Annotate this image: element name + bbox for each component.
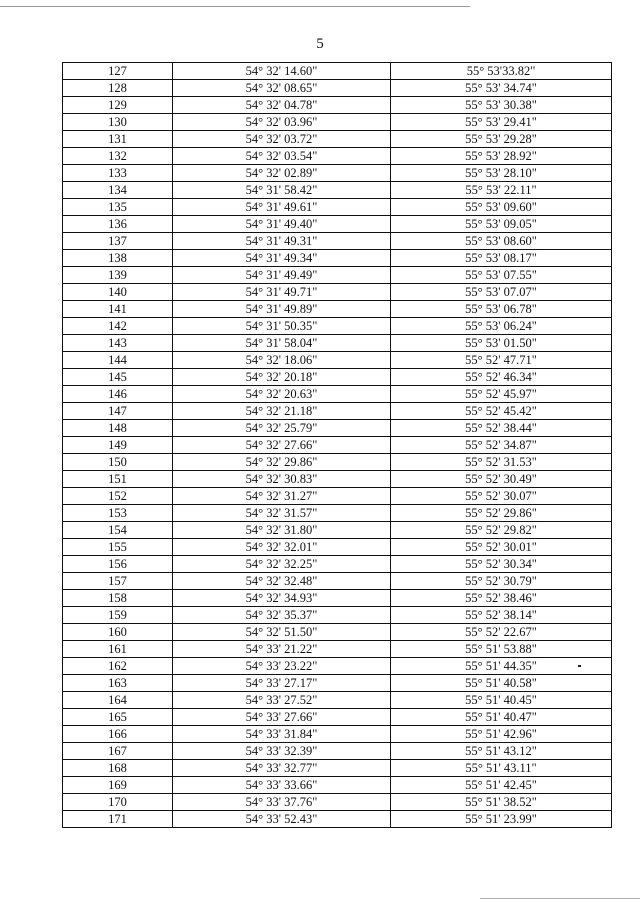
latitude-cell: 54° 33' 27.52": [173, 692, 391, 709]
table-row: [63, 97, 612, 114]
longitude-cell: 55° 51' 38.52": [391, 794, 612, 811]
longitude-cell: 55° 53' 06.24": [391, 318, 612, 335]
latitude-cell: 54° 32' 34.93": [173, 590, 391, 607]
longitude-cell: 55° 52' 34.87": [391, 437, 612, 454]
latitude-cell: 54° 32' 31.80": [173, 522, 391, 539]
table-row: [63, 386, 612, 403]
longitude-cell: 55° 53' 08.17": [391, 250, 612, 267]
bottom-rule: [480, 898, 640, 899]
point-number-cell: 148: [63, 420, 173, 437]
latitude-cell: 54° 32' 31.27": [173, 488, 391, 505]
point-number-cell: 166: [63, 726, 173, 743]
table-row: [63, 488, 612, 505]
point-number-cell: 141: [63, 301, 173, 318]
point-number-cell: 145: [63, 369, 173, 386]
coordinates-table: [62, 62, 612, 828]
table-row: [63, 573, 612, 590]
point-number-cell: 149: [63, 437, 173, 454]
latitude-cell: 54° 31' 49.71": [173, 284, 391, 301]
latitude-cell: 54° 31' 50.35": [173, 318, 391, 335]
table-row: [63, 182, 612, 199]
latitude-cell: 54° 31' 49.61": [173, 199, 391, 216]
table-row: [63, 131, 612, 148]
point-number-cell: 168: [63, 760, 173, 777]
longitude-cell: 55° 53' 28.10": [391, 165, 612, 182]
longitude-cell: 55° 52' 30.01": [391, 539, 612, 556]
longitude-cell: 55° 52' 38.46": [391, 590, 612, 607]
latitude-cell: 54° 33' 33.66": [173, 777, 391, 794]
table-row: [63, 743, 612, 760]
table-row: [63, 539, 612, 556]
latitude-cell: 54° 33' 27.66": [173, 709, 391, 726]
latitude-cell: 54° 32' 03.72": [173, 131, 391, 148]
longitude-cell: 55° 51' 43.12": [391, 743, 612, 760]
point-number-cell: 139: [63, 267, 173, 284]
point-number-cell: 130: [63, 114, 173, 131]
longitude-cell: 55° 52' 30.79": [391, 573, 612, 590]
latitude-cell: 54° 32' 02.89": [173, 165, 391, 182]
latitude-cell: 54° 32' 51.50": [173, 624, 391, 641]
point-number-cell: 170: [63, 794, 173, 811]
longitude-cell: 55° 52' 38.44": [391, 420, 612, 437]
latitude-cell: 54° 33' 31.84": [173, 726, 391, 743]
latitude-cell: 54° 31' 58.42": [173, 182, 391, 199]
table-row: [63, 522, 612, 539]
latitude-cell: 54° 32' 08.65": [173, 80, 391, 97]
latitude-cell: 54° 31' 49.49": [173, 267, 391, 284]
table-row: [63, 420, 612, 437]
table-row: [63, 199, 612, 216]
point-number-cell: 140: [63, 284, 173, 301]
table-row: [63, 624, 612, 641]
longitude-cell: 55° 52' 30.49": [391, 471, 612, 488]
latitude-cell: 54° 31' 49.31": [173, 233, 391, 250]
latitude-cell: 54° 31' 49.89": [173, 301, 391, 318]
table-row: [63, 165, 612, 182]
table-row: [63, 709, 612, 726]
point-number-cell: 142: [63, 318, 173, 335]
table-row: [63, 335, 612, 352]
point-number-cell: 146: [63, 386, 173, 403]
point-number-cell: 161: [63, 641, 173, 658]
point-number-cell: 144: [63, 352, 173, 369]
longitude-cell: 55° 52' 30.34": [391, 556, 612, 573]
longitude-cell: 55° 52' 45.42": [391, 403, 612, 420]
top-rule: [0, 6, 470, 7]
longitude-cell: 55° 53' 07.55": [391, 267, 612, 284]
latitude-cell: 54° 32' 20.63": [173, 386, 391, 403]
point-number-cell: 132: [63, 148, 173, 165]
table-row: [63, 352, 612, 369]
longitude-cell: 55° 52' 30.07": [391, 488, 612, 505]
latitude-cell: 54° 33' 37.76": [173, 794, 391, 811]
point-number-cell: 163: [63, 675, 173, 692]
page-number: 5: [316, 36, 324, 52]
latitude-cell: 54° 32' 31.57": [173, 505, 391, 522]
latitude-cell: 54° 31' 58.04": [173, 335, 391, 352]
table-row: [63, 216, 612, 233]
longitude-cell: 55° 51' 40.58": [391, 675, 612, 692]
latitude-cell: 54° 33' 27.17": [173, 675, 391, 692]
point-number-cell: 150: [63, 454, 173, 471]
table-row: [63, 607, 612, 624]
table-row: [63, 148, 612, 165]
latitude-cell: 54° 32' 18.06": [173, 352, 391, 369]
table-row: [63, 641, 612, 658]
scan-speck: [578, 665, 581, 667]
longitude-cell: 55° 53' 09.05": [391, 216, 612, 233]
table-row: [63, 267, 612, 284]
coordinates-table-body: [63, 63, 612, 828]
longitude-cell: 55° 53' 28.92": [391, 148, 612, 165]
latitude-cell: 54° 32' 27.66": [173, 437, 391, 454]
longitude-cell: 55° 51' 40.45": [391, 692, 612, 709]
latitude-cell: 54° 32' 03.96": [173, 114, 391, 131]
point-number-cell: 171: [63, 811, 173, 828]
point-number-cell: 138: [63, 250, 173, 267]
latitude-cell: 54° 32' 25.79": [173, 420, 391, 437]
table-row: [63, 505, 612, 522]
longitude-cell: 55° 51' 44.35": [391, 658, 612, 675]
longitude-cell: 55° 52' 22.67": [391, 624, 612, 641]
table-row: [63, 811, 612, 828]
latitude-cell: 54° 32' 29.86": [173, 454, 391, 471]
longitude-cell: 55° 53' 09.60": [391, 199, 612, 216]
latitude-cell: 54° 33' 32.77": [173, 760, 391, 777]
point-number-cell: 164: [63, 692, 173, 709]
longitude-cell: 55° 51' 42.96": [391, 726, 612, 743]
point-number-cell: 134: [63, 182, 173, 199]
longitude-cell: 55° 51' 53.88": [391, 641, 612, 658]
latitude-cell: 54° 31' 49.34": [173, 250, 391, 267]
longitude-cell: 55° 52' 29.86": [391, 505, 612, 522]
longitude-cell: 55° 51' 23.99": [391, 811, 612, 828]
longitude-cell: 55° 51' 42.45": [391, 777, 612, 794]
longitude-cell: 55° 51' 40.47": [391, 709, 612, 726]
point-number-cell: 133: [63, 165, 173, 182]
point-number-cell: 153: [63, 505, 173, 522]
latitude-cell: 54° 33' 32.39": [173, 743, 391, 760]
point-number-cell: 151: [63, 471, 173, 488]
latitude-cell: 54° 32' 04.78": [173, 97, 391, 114]
latitude-cell: 54° 33' 52.43": [173, 811, 391, 828]
longitude-cell: 55° 53' 29.28": [391, 131, 612, 148]
longitude-cell: 55° 53' 01.50": [391, 335, 612, 352]
point-number-cell: 156: [63, 556, 173, 573]
latitude-cell: 54° 32' 32.48": [173, 573, 391, 590]
point-number-cell: 152: [63, 488, 173, 505]
table-row: [63, 114, 612, 131]
point-number-cell: 143: [63, 335, 173, 352]
table-row: [63, 437, 612, 454]
point-number-cell: 155: [63, 539, 173, 556]
longitude-cell: 55° 52' 31.53": [391, 454, 612, 471]
latitude-cell: 54° 33' 23.22": [173, 658, 391, 675]
longitude-cell: 55° 53' 29.41": [391, 114, 612, 131]
table-row: [63, 471, 612, 488]
point-number-cell: 162: [63, 658, 173, 675]
table-row: [63, 233, 612, 250]
latitude-cell: 54° 32' 21.18": [173, 403, 391, 420]
table-row: [63, 726, 612, 743]
table-row: [63, 63, 612, 80]
table-row: [63, 80, 612, 97]
point-number-cell: 135: [63, 199, 173, 216]
longitude-cell: 55° 52' 45.97": [391, 386, 612, 403]
point-number-cell: 167: [63, 743, 173, 760]
latitude-cell: 54° 32' 14.60": [173, 63, 391, 80]
longitude-cell: 55° 53' 30.38": [391, 97, 612, 114]
longitude-cell: 55° 53' 22.11": [391, 182, 612, 199]
point-number-cell: 147: [63, 403, 173, 420]
point-number-cell: 128: [63, 80, 173, 97]
point-number-cell: 154: [63, 522, 173, 539]
latitude-cell: 54° 32' 35.37": [173, 607, 391, 624]
longitude-cell: 55° 52' 46.34": [391, 369, 612, 386]
table-row: [63, 692, 612, 709]
table-row: [63, 250, 612, 267]
point-number-cell: 158: [63, 590, 173, 607]
point-number-cell: 136: [63, 216, 173, 233]
table-row: [63, 658, 612, 675]
longitude-cell: 55° 53' 34.74": [391, 80, 612, 97]
point-number-cell: 131: [63, 131, 173, 148]
latitude-cell: 54° 33' 21.22": [173, 641, 391, 658]
longitude-cell: 55° 53' 07.07": [391, 284, 612, 301]
table-row: [63, 454, 612, 471]
table-row: [63, 794, 612, 811]
point-number-cell: 137: [63, 233, 173, 250]
table-row: [63, 369, 612, 386]
latitude-cell: 54° 32' 32.01": [173, 539, 391, 556]
latitude-cell: 54° 31' 49.40": [173, 216, 391, 233]
point-number-cell: 129: [63, 97, 173, 114]
point-number-cell: 159: [63, 607, 173, 624]
table-row: [63, 318, 612, 335]
table-row: [63, 556, 612, 573]
longitude-cell: 55° 52' 38.14": [391, 607, 612, 624]
table-row: [63, 284, 612, 301]
table-row: [63, 760, 612, 777]
latitude-cell: 54° 32' 32.25": [173, 556, 391, 573]
point-number-cell: 169: [63, 777, 173, 794]
table-row: [63, 403, 612, 420]
longitude-cell: 55° 53'33.82": [391, 63, 612, 80]
longitude-cell: 55° 52' 29.82": [391, 522, 612, 539]
point-number-cell: 127: [63, 63, 173, 80]
longitude-cell: 55° 53' 06.78": [391, 301, 612, 318]
point-number-cell: 157: [63, 573, 173, 590]
longitude-cell: 55° 51' 43.11": [391, 760, 612, 777]
latitude-cell: 54° 32' 30.83": [173, 471, 391, 488]
table-row: [63, 590, 612, 607]
point-number-cell: 160: [63, 624, 173, 641]
latitude-cell: 54° 32' 03.54": [173, 148, 391, 165]
table-row: [63, 777, 612, 794]
longitude-cell: 55° 52' 47.71": [391, 352, 612, 369]
longitude-cell: 55° 53' 08.60": [391, 233, 612, 250]
table-row: [63, 301, 612, 318]
table-row: [63, 675, 612, 692]
point-number-cell: 165: [63, 709, 173, 726]
latitude-cell: 54° 32' 20.18": [173, 369, 391, 386]
